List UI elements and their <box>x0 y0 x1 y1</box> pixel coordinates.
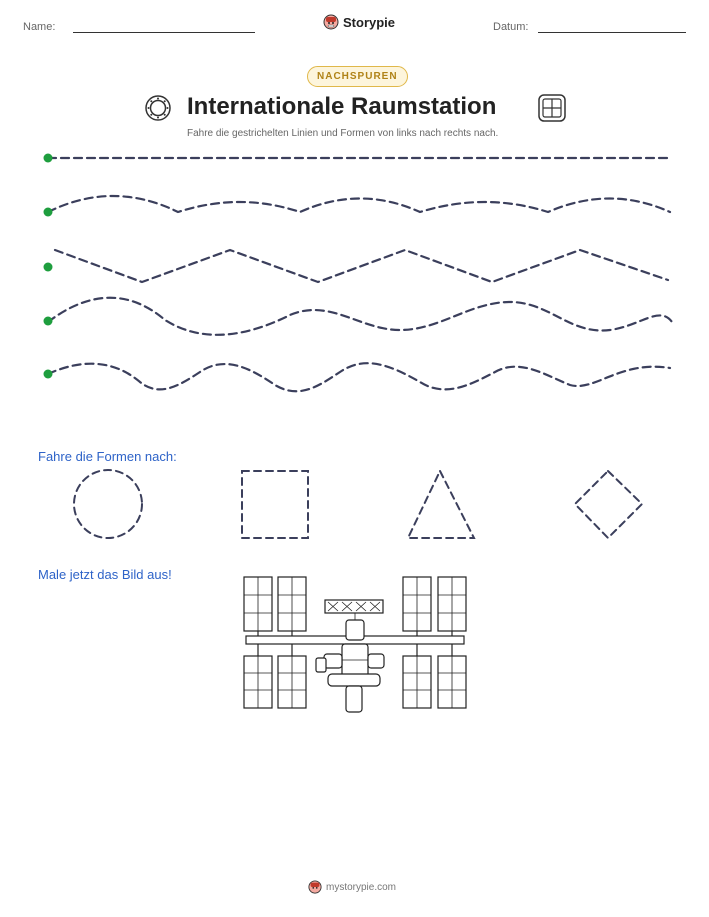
start-dot[interactable] <box>44 208 53 217</box>
storypie-mascot-icon <box>323 14 339 30</box>
name-line[interactable] <box>73 32 255 33</box>
page-title: Internationale Raumstation <box>187 93 497 120</box>
start-dot[interactable] <box>44 263 53 272</box>
tracing-area <box>0 140 709 410</box>
activity-badge: NACHSPUREN <box>307 66 408 87</box>
station-window-icon <box>537 93 567 123</box>
trace-triangle[interactable] <box>408 471 474 538</box>
page-subtitle: Fahre die gestrichelten Linien und Formen von links nach rechts nach. <box>187 128 499 139</box>
space-station-coloring-image[interactable] <box>240 574 470 718</box>
start-dot[interactable] <box>44 154 53 163</box>
trace-diamond[interactable] <box>575 471 642 538</box>
brand <box>323 14 395 30</box>
porthole-icon <box>144 94 172 122</box>
tracing-line-gentle-wave <box>48 196 670 212</box>
trace-circle[interactable] <box>74 470 142 538</box>
start-dot[interactable] <box>44 317 53 326</box>
tracing-line-zigzag <box>55 250 668 282</box>
brand-name: Storypie <box>343 14 396 30</box>
date-line[interactable] <box>538 32 686 33</box>
footer-url[interactable]: mystorypie.com <box>326 881 397 893</box>
start-dot[interactable] <box>44 370 53 379</box>
trace-square[interactable] <box>242 471 308 538</box>
footer <box>308 880 396 894</box>
shapes-heading: Fahre die Formen nach: <box>38 449 177 464</box>
shapes-row <box>0 462 709 547</box>
date-label: Datum: <box>493 21 529 33</box>
name-label: Name: <box>23 21 56 33</box>
coloring-heading: Male jetzt das Bild aus! <box>38 567 172 582</box>
tracing-line-wave <box>48 298 672 335</box>
storypie-mascot-icon <box>308 880 322 894</box>
tracing-line-deep-wave <box>48 363 670 391</box>
